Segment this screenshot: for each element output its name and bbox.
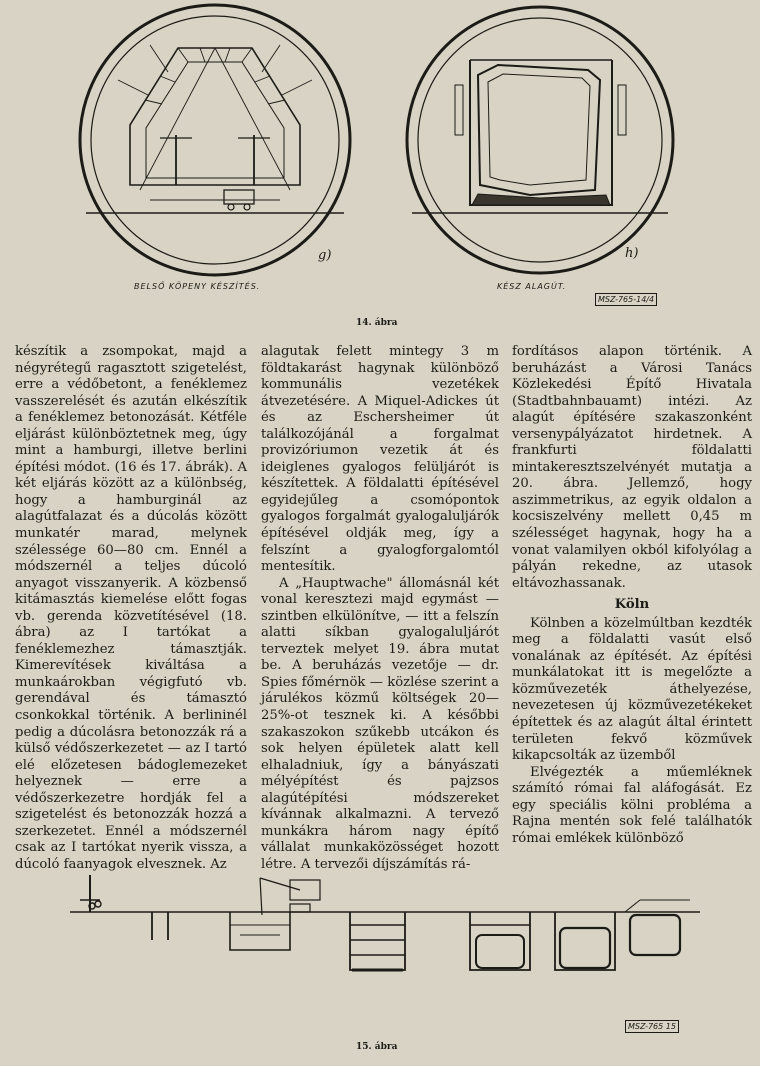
section-heading-koln: Köln [614,597,650,613]
figure-15-drawing [0,870,760,1062]
figure-14 [0,0,760,304]
figure-14-letter-g: g) [318,248,332,263]
figure-14-caption: 14. ábra [356,318,398,328]
figure-15 [0,870,760,1062]
figure-14-letter-h: h) [625,246,639,261]
text-column-3 [512,344,752,847]
paragraph: fordításos alapon történik. A beruházást a Városi Tanács Közlekedési Építő Hivatala (Stadtbahnbauamt) intézi. Az alagút építésére szakaszonként versenypályázatot hirdetnek. A frankfurti földalatti mintakeresztszelvényét mutatja a 20. ábra. Jellemző, hogy aszimmetrikus, az egyik oldalon a kocsiszelvény mellett 0,45 m szélességet hagynak, hogy ha a vonat valamilyen okból kifolyólag a pályán rekedne, az utasok eltávozhassanak. [512,344,752,591]
figure-15-caption: 15. ábra [356,1042,398,1052]
paragraph: Kölnben a közelmúltban kezdték meg a földalatti vasút első vonalának az építését. Az építési munkálatokat itt is megelőzte a közművezeték áthelyezése, nevezetesen új közművezetékeket építettek és az alagút által érintett területen fekvő közművek kikapcsolták az üzemből [512,615,752,764]
paragraph: A „Hauptwache" állomásnál két vonal keresztezi majd egymást — szintben elkülönítve, — itt a felszín alatti síkban gyalogaluljárót terveztek melyet 19. ábra mutat be. A beruházás vezetője — dr. Spies főmérnök — közlése szerint a járulékos közmű költségek 20—25%-ot tesznek ki. A későbbi szakaszokon szűkebb utcákon és sok helyen épületek alatt kell elhaladniuk, így a bányászati mélyépítést és pajzsos alagútépítési módszereket kívánnak alkalmazni. A tervező munkákra három nagy építő vállalat munkaközösséget hozott létre. A tervezői díjszámítás rá- [261,575,499,872]
figure-14-label-g: BELSŐ KÖPENY KÉSZÍTÉS. [134,282,261,291]
text-column-1 [15,344,247,874]
paragraph: Elvégezték a műemléknek számító római fal aláfogását. Ez egy speciális kölni probléma a Rajna mentén sok felé találhatók római emlékek különböző [512,764,752,846]
paragraph: alagutak felett mintegy 3 m földtakarást hagynak különböző kommunális vezetékek átvezetésére. A Miquel-Adickes út és az Eschersheimer út találkozójánál a forgalmat provizóriumon vezetik át és ideiglenes gyalogos felüljárót is készítettek. A földalatti építésével egyidejűleg a csomópontok gyalogos forgalmát gyalogaluljárók építésével oldják meg, így a felszínt a gyalogforgalomtól mentesítik. [261,344,499,575]
figure-14-drawing [0,0,760,300]
text-column-2 [261,344,499,874]
paragraph: készítik a zsompokat, majd a négyrétegű ragasztott szigetelést, erre a védőbetont, a fenéklemez vasszerelését és azután elkészítik a fenéklemez betonozását. Kétféle eljárást különböztetnek meg, úgy mint a hamburgi, illetve berlini építési módot. (16 és 17. ábrák). A két eljárás között az a különbség, hogy a hamburginál az alagútfalazat és a dúcolás között munkatér marad, melynek szélessége 60—80 cm. Ennél a módszernél a teljes dúcoló anyagot visszanyerik. A közbenső kitámasztás kiemelése előtt fogas vb. gerenda közvetítésével (18. ábra) az I tartókat a fenéklemezhez támasztják. Kimerevítések kiváltása a munkaárokban végigfutó vb. gerendával és támasztó csonkokkal történik. A berlininél pedig a dúcolásra betonozzák rá a külső védőszerkezetet — az I tartó elé előzetesen bádoglemezeket helyeznek — erre a védőszerkezetre hordják fel a szigetelést és betonozzák hozzá a szerkezetet. Ennél a módszernél csak az I tartókat nyerik vissza, a dúcoló faanyagok elvesznek. Az [15,344,247,872]
figure-15-stamp: MSZ-765 15 [625,1020,679,1033]
figure-14-label-h: KÉSZ ALAGÚT. [497,282,567,291]
figure-14-stamp: MSZ-765-14/4 [595,293,657,306]
